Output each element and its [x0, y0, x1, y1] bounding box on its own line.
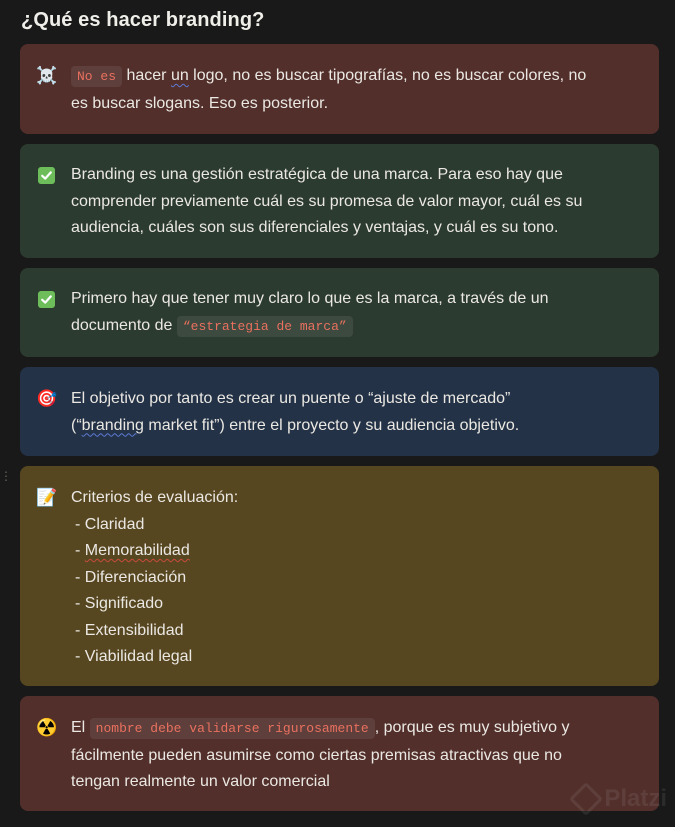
watermark-text: Platzi	[604, 785, 667, 812]
text-line: tengan realmente un valor comercial	[71, 773, 330, 790]
list-item: - Extensibilidad	[75, 621, 184, 639]
text-fragment: El	[71, 719, 90, 736]
callout-name-validation[interactable]	[20, 696, 659, 811]
text-line: Branding es una gestión estratégica de una marca. Para eso hay que	[71, 166, 563, 183]
callout-text	[71, 386, 643, 439]
callout-text	[71, 485, 643, 671]
inline-code: nombre debe validarse rigurosamente	[90, 718, 375, 739]
list-item-prefix: -	[75, 542, 85, 559]
callout-text	[71, 286, 643, 340]
check-mark-button-icon	[38, 167, 55, 184]
grammar-underlined-word: branding	[81, 416, 144, 434]
callout-text	[71, 162, 643, 242]
text-line: comprender previamente cuál es su promesa de valor mayor, cuál es su	[71, 192, 583, 210]
text-line: El objetivo por tanto es crear un puente o “ajuste de mercado”	[71, 390, 511, 407]
callout-branding-definition[interactable]	[20, 144, 659, 258]
callout-objective[interactable]	[20, 367, 659, 456]
callout-text	[71, 715, 643, 796]
list-item: - Significado	[75, 595, 164, 612]
callout-text	[71, 63, 643, 117]
radioactive-icon: ☢️	[36, 718, 58, 737]
list-item: - Diferenciación	[75, 568, 187, 586]
criteria-heading: Criterios de evaluación:	[71, 489, 239, 506]
list-item: - Claridad	[75, 515, 145, 533]
text-fragment: hacer	[122, 67, 171, 84]
text-fragment: logo, no es buscar tipografías, no es buscar colores, no	[188, 67, 587, 84]
skull-crossbones-icon: ☠️	[36, 66, 58, 85]
callout-brand-strategy[interactable]	[20, 268, 659, 357]
check-mark-button-icon	[38, 291, 55, 308]
memo-icon: 📝	[36, 488, 58, 507]
text-line: fácilmente pueden asumirse como ciertas premisas atractivas que no	[71, 746, 562, 764]
drag-handle-icon[interactable]: ⋮	[0, 469, 12, 483]
text-line: audiencia, cuáles son sus diferenciales y ventajas, y cuál es su tono.	[71, 219, 559, 236]
inline-code: No es	[71, 66, 122, 87]
text-fragment: market fit”) entre el proyecto y su audiencia objetivo.	[143, 416, 520, 434]
grammar-underlined-word: un	[170, 67, 189, 84]
callout-not-branding[interactable]	[20, 44, 659, 134]
text-fragment: , porque es muy subjetivo y	[374, 719, 570, 736]
spellcheck-underlined-word: Memorabilidad	[84, 542, 190, 559]
callout-evaluation-criteria[interactable]	[20, 466, 659, 686]
page-title: ¿Qué es hacer branding?	[21, 9, 265, 31]
target-icon: 🎯	[36, 389, 58, 408]
inline-code: “estrategia de marca”	[177, 316, 353, 337]
text-line: Primero hay que tener muy claro lo que es la marca, a través de un	[71, 290, 549, 307]
text-line: es buscar slogans. Eso es posterior.	[71, 94, 329, 112]
platzi-watermark	[574, 785, 667, 813]
list-item: - Viabilidad legal	[75, 648, 193, 665]
text-fragment: (“	[71, 416, 82, 434]
platzi-logo-icon	[569, 782, 603, 816]
text-fragment: documento de	[71, 316, 177, 334]
list-item	[71, 538, 643, 565]
